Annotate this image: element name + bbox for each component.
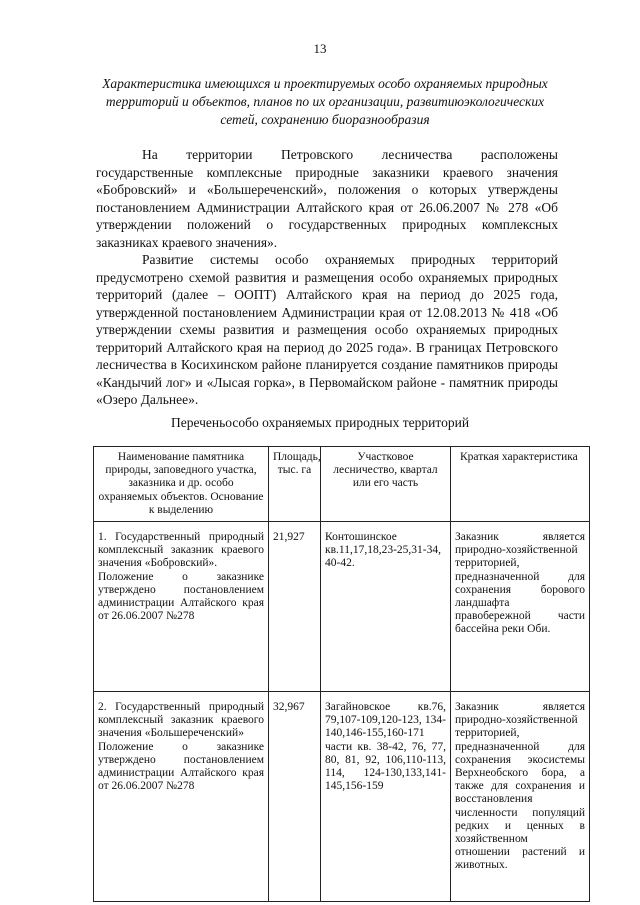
paragraph-2: Развитие системы особо охраняемых природных территорий предусмотрено схемой развития и размещения особо охраняемых природных территорий (далее – ООПТ) Алтайского края на период до 2025 года, утвержденной постановлением Администрации края от 12.08.2013 № 418 «Об утверждении схемы развития и размещения особо охраняемых природных территорий Алтайского края на период до 2025 года». В границах Петровского лесничества в Косихинском районе планируется создание памятников природы «Кандычий лог» и «Лысая горка», в Первомайском районе - памятник природы «Озеро Дальнее». — [96, 252, 558, 407]
table-header-row — [94, 447, 590, 522]
header-forestry: Участковое лесничество, квартал или его часть — [321, 447, 451, 522]
reserve-basis: Положение о заказнике утверждено постановлением администрации Алтайского края от 26.06.2007 №278 — [98, 740, 264, 793]
table-row — [94, 522, 590, 692]
section-heading: Характеристика имеющихся и проектируемых особо охраняемых природных территорий и объектов, планов по их организации, развитиюэкологических сетей, сохранению биоразнообразия — [102, 76, 548, 127]
reserve-name: 1. Государственный природный комплексный заказник краевого значения «Бобровский». — [98, 531, 264, 570]
cell-area: 32,967 — [269, 692, 321, 902]
page-number: 13 — [313, 41, 327, 56]
table-caption: Переченьособо охраняемых природных территорий — [170, 415, 470, 430]
forestry-quarters: Загайновское кв.76, 79,107-109,120-123, 134-140,146-155,160-171 — [325, 701, 446, 740]
cell-forestry — [321, 692, 451, 902]
forestry-partial-quarters: части кв. 38-42, 76, 77, 80, 81, 92, 106,110-113, 114, 124-130,133,141-145,156-159 — [325, 740, 446, 793]
table-row — [94, 692, 590, 902]
header-description: Краткая характеристика — [451, 447, 590, 522]
body-text — [96, 146, 558, 409]
reserve-basis: Положение о заказнике утверждено постановлением администрации Алтайского края от 26.06.2007 №278 — [98, 570, 264, 623]
header-area: Площадь, тыс. га — [269, 447, 321, 522]
cell-forestry — [321, 522, 451, 692]
paragraph-1: На территории Петровского лесничества расположены государственные комплексные природные заказники краевого значения «Бобровский» и «Большереченский», положения о которых утверждены постановлением Администрации Алтайского края от 26.06.2007 № 278 «Об утверждении положений о государственных природных комплексных заказниках краевого значения». — [96, 147, 558, 250]
cell-name — [94, 692, 269, 902]
header-name: Наименование памятника природы, заповедного участка, заказника и др. особо охраняемых объектов. Основание к выделению — [94, 447, 269, 522]
forestry-quarters: Контошинское кв.11,17,18,23-25,31-34, 40-42. — [325, 531, 441, 570]
cell-area: 21,927 — [269, 522, 321, 692]
cell-name — [94, 522, 269, 692]
cell-description: Заказник является природно-хозяйственной территорией, предназначенной для сохранения борового ландшафта правобережной части бассейна реки Оби. — [451, 522, 590, 692]
protected-areas-table — [93, 446, 590, 902]
cell-description: Заказник является природно-хозяйственной территорией, предназначенной для сохранения экосистемы Верхнеобского бора, а также для сохранения и восстановления численности популяций редких и ценных в хозяйственном отношении растений и животных. — [451, 692, 590, 902]
reserve-name: 2. Государственный природный комплексный заказник краевого значения «Большереченский» — [98, 701, 264, 740]
